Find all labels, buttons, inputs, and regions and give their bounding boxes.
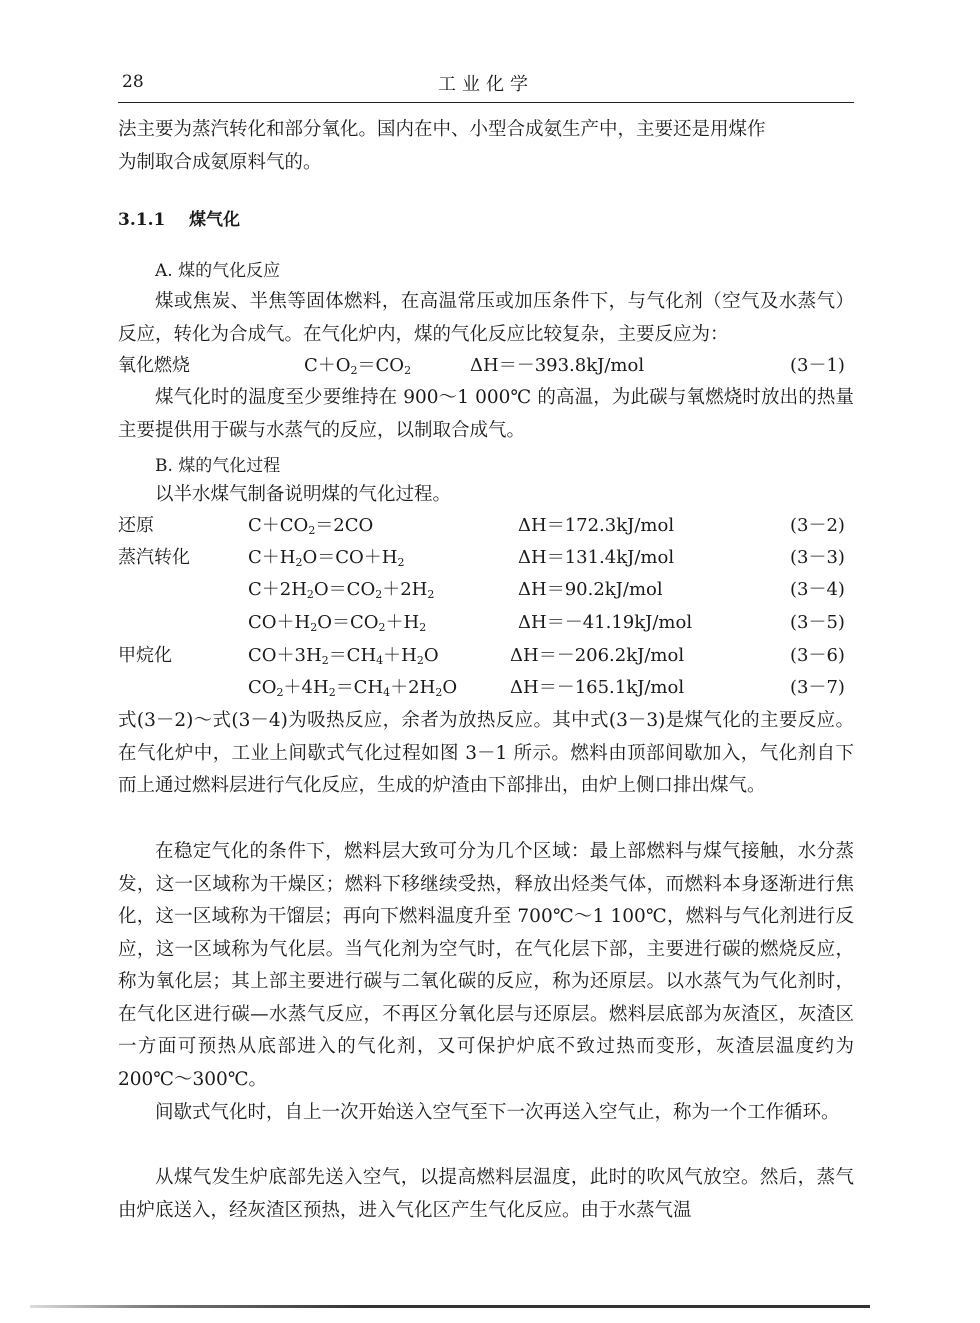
equation-formula: $C+H_2O=CO+H_2$ xyxy=(248,547,405,569)
equation-enthalpy: ΔH＝131.4kJ/mol xyxy=(518,547,675,568)
equation-formula: $C+O_2=CO_2$ xyxy=(304,355,412,377)
equation-row xyxy=(118,510,854,542)
subheading-b: B. 煤的气化过程 xyxy=(155,456,281,476)
footer-rule xyxy=(30,1305,870,1308)
paragraph-text: 式(3－2)～式(3－4)为吸热反应，余者为放热反应。其中式(3－3)是煤气化的主要反应。在气化炉中，工业上间歇式气化过程如图 3－1 所示。燃料由顶部间歇加入，气化剂自下而上通过燃料层进行气化反应，生成的炉渣由下部排出，由炉上侧口排出煤气。 xyxy=(118,710,854,796)
equation-enthalpy: ΔH＝90.2kJ/mol xyxy=(518,579,663,600)
paragraph-b5 xyxy=(118,1162,854,1227)
equation-label: 甲烷化 xyxy=(118,645,172,666)
paragraph-a1 xyxy=(118,286,854,351)
equation-row xyxy=(118,542,854,574)
equation-number: (3－7) xyxy=(790,677,845,698)
equation-number: (3－3) xyxy=(790,547,845,568)
equation-row xyxy=(118,350,854,382)
page-number: 28 xyxy=(122,72,144,92)
paragraph-text: 在稳定气化的条件下，燃料层大致可分为几个区域：最上部燃料与煤气接触，水分蒸发，这一区域称为干燥区；燃料下移继续受热，释放出烃类气体，而燃料本身逐渐进行焦化，这一区域称为干馏层；再向下燃料温度升至 700℃～1 100℃，燃料与气化剂进行反应，这一区域称为气化层。当气化剂为空气时，在气化层下部，主要进行碳的燃烧反应，称为氧化层；其上部主要进行碳与二氧化碳的反应，称为还原层。以水蒸气为气化剂时，在气化区进行碳—水蒸气反应，不再区分氧化层与还原层。燃料层底部为灰渣区，灰渣区一方面可预热从底部进入的气化剂，又可保护炉底不致过热而变形，灰渣层温度约为 200℃～300℃。 xyxy=(118,841,854,1090)
equation-number: (3－2) xyxy=(790,515,845,536)
paragraph-b1 xyxy=(118,479,854,512)
equation-number: (3－1) xyxy=(790,355,845,376)
paragraph-text: 间歇式气化时，自上一次开始送入空气至下一次再送入空气止，称为一个工作循环。 xyxy=(155,1102,840,1123)
equation-number: (3－4) xyxy=(790,579,845,600)
section-title: 煤气化 xyxy=(189,210,241,230)
equation-row xyxy=(118,607,854,639)
equation-label: 氧化燃烧 xyxy=(118,355,190,376)
paragraph-text: 煤或焦炭、半焦等固体燃料，在高温常压或加压条件下，与气化剂（空气及水蒸气）反应，转化为合成气。在气化炉内，煤的气化反应比较复杂，主要反应为： xyxy=(118,291,854,345)
equation-number: (3－6) xyxy=(790,645,845,666)
paragraph-b4 xyxy=(118,1097,854,1130)
paragraph-text: 从煤气发生炉底部先送入空气，以提高燃料层温度，此时的吹风气放空。然后，蒸气由炉底送入，经灰渣区预热，进入气化区产生气化反应。由于水蒸气温 xyxy=(118,1167,854,1221)
intro-paragraph xyxy=(118,114,854,179)
equation-enthalpy: ΔH＝－206.2kJ/mol xyxy=(510,645,685,666)
paragraph-a2 xyxy=(118,382,854,447)
equation-row xyxy=(118,640,854,672)
equation-enthalpy: ΔH＝172.3kJ/mol xyxy=(518,515,675,536)
paragraph-text: 煤气化时的温度至少要维持在 900～1 000℃ 的高温，为此碳与氧燃烧时放出的热量主要提供用于碳与水蒸气的反应，以制取合成气。 xyxy=(118,387,854,441)
equation-label: 蒸汽转化 xyxy=(118,547,190,568)
equation-formula: $C+2H_2O=CO_2+2H_2$ xyxy=(248,579,435,601)
subheading-a: A. 煤的气化反应 xyxy=(155,261,281,281)
page-header xyxy=(118,64,854,103)
paragraph-text: 以半水煤气制备说明煤的气化过程。 xyxy=(155,484,452,505)
equation-row xyxy=(118,672,854,704)
equation-formula: $CO_2+4H_2=CH_4+2H_2O$ xyxy=(248,677,458,699)
equation-formula: $C+CO_2=2CO$ xyxy=(248,515,374,537)
intro-line: 法主要为蒸汽转化和部分氧化。国内在中、小型合成氨生产中，主要还是用煤作 xyxy=(118,119,766,140)
equation-label: 还原 xyxy=(118,515,154,536)
equation-row xyxy=(118,574,854,606)
paragraph-b2 xyxy=(118,705,854,803)
intro-line: 为制取合成氨原料气的。 xyxy=(118,151,322,173)
equation-enthalpy: ΔH＝－165.1kJ/mol xyxy=(510,677,685,698)
equation-enthalpy: ΔH＝－393.8kJ/mol xyxy=(470,355,645,376)
equation-formula: $CO+H_2O=CO_2+H_2$ xyxy=(248,612,427,634)
equation-number: (3－5) xyxy=(790,612,845,633)
section-heading xyxy=(118,205,240,230)
equation-enthalpy: ΔH＝－41.19kJ/mol xyxy=(518,612,693,633)
equation-formula: $CO+3H_2=CH_4+H_2O$ xyxy=(248,645,439,667)
paragraph-b3 xyxy=(118,836,854,1096)
running-title: 工业化学 xyxy=(438,74,534,95)
section-number: 3.1.1 xyxy=(118,210,166,230)
